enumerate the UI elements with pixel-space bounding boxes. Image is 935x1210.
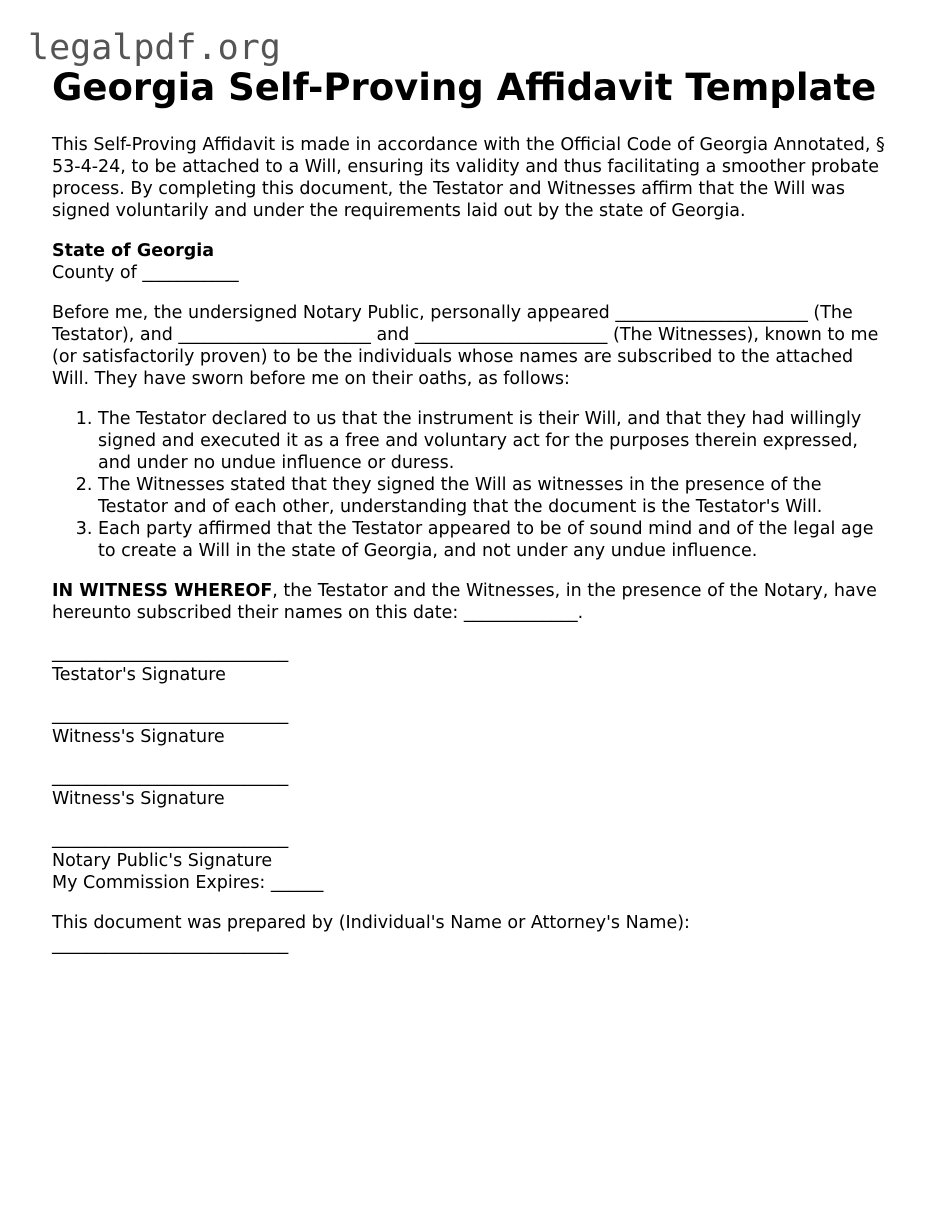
testator-signature-line: ___________________________	[52, 643, 289, 663]
document-title: Georgia Self-Proving Affidavit Template	[52, 66, 877, 109]
state-heading: State of Georgia	[52, 241, 215, 261]
prepared-by-line: ___________________________	[52, 935, 289, 955]
prepared-by-block	[52, 912, 892, 956]
venue-block	[52, 240, 892, 284]
witness1-signature-block	[52, 704, 892, 748]
witness-whereof-paragraph	[52, 580, 892, 624]
witness1-signature-label: Witness's Signature	[52, 727, 225, 747]
commission-expires-field: My Commission Expires: ______	[52, 873, 324, 893]
witness1-signature-line: ___________________________	[52, 705, 289, 725]
notary-signature-label: Notary Public's Signature	[52, 851, 273, 871]
witness2-signature-line: ___________________________	[52, 767, 289, 787]
prepared-by-label: This document was prepared by (Individual's Name or Attorney's Name):	[52, 913, 690, 933]
oath-item-1: 1. The Testator declared to us that the instrument is their Will, and that they had willingly signed and executed it as a free and voluntary act for the purposes therein expressed, and under no undue influence or duress.	[98, 408, 892, 474]
appearance-paragraph: Before me, the undersigned Notary Public, personally appeared ______________________ (The Testator), and ______________________ and ______________________ (The Witnesses), known to me (or satisfactorily proven) to be the individuals whose names are subscribed to the attached Will. They have sworn before me on their oaths, as follows:	[52, 303, 879, 389]
notary-signature-block	[52, 828, 892, 894]
testator-signature-block	[52, 642, 892, 686]
witness2-signature-label: Witness's Signature	[52, 789, 225, 809]
testator-signature-label: Testator's Signature	[52, 665, 226, 685]
oath-item-3: 3. Each party affirmed that the Testator appeared to be of sound mind and of the legal age to create a Will in the state of Georgia, and not under any undue influence.	[98, 518, 892, 562]
intro-paragraph: This Self-Proving Affidavit is made in accordance with the Official Code of Georgia Annotated, § 53-4-24, to be attached to a Will, ensuring its validity and thus facilitating a smoother probate process. By completing this document, the Testator and Witnesses affirm that the Will was signed voluntarily and under the requirements laid out by the state of Georgia.	[52, 135, 885, 221]
notary-signature-line: ___________________________	[52, 829, 289, 849]
affidavit-document	[52, 66, 892, 956]
witness2-signature-block	[52, 766, 892, 810]
oath-item-2: 2. The Witnesses stated that they signed the Will as witnesses in the presence of the Testator and of each other, understanding that the document is the Testator's Will.	[98, 474, 892, 518]
county-field: County of ___________	[52, 263, 239, 283]
witness-whereof-label: IN WITNESS WHEREOF	[52, 581, 273, 601]
site-watermark: legalpdf.org	[28, 28, 281, 68]
oath-list	[52, 408, 892, 562]
witness-whereof-text: , the Testator and the Witnesses, in the presence of the Notary, have hereunto subscribed their names on this date: _____________.	[52, 581, 877, 623]
